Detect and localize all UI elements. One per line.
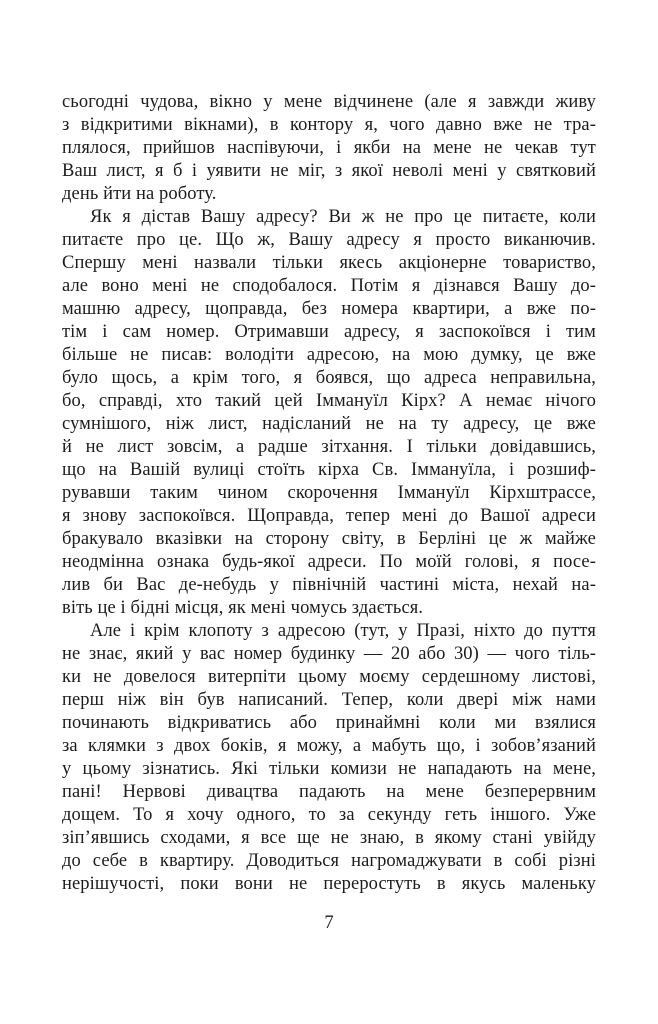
paragraph	[62, 620, 596, 896]
text-line: більше не писав: володіти адресою, на мою думку, це вже	[62, 345, 596, 365]
text-line: нерішучості, поки вони не переростуть в якусь маленьку	[62, 874, 596, 894]
text-line: плялося, прийшов наспівуючи, і якби на мене не чекав тут	[62, 138, 596, 158]
text-line: сьогодні чудова, вікно у мене відчинене (але я завжди живу	[62, 92, 596, 112]
text-line: дощем. То я хочу одного, то за секунду геть іншого. Уже	[62, 805, 596, 825]
text-line: я знову заспокоївся. Щоправда, тепер мені до Вашої адреси	[62, 506, 596, 526]
page-text	[62, 91, 596, 896]
text-line: машню адресу, щоправда, без номера квартири, а вже по-	[62, 299, 596, 319]
page-number: 7	[324, 913, 334, 933]
text-line: лив би Вас де-небудь у північній частині міста, нехай на-	[62, 575, 596, 595]
text-line: віть це і бідні місця, як мені чомусь здається.	[62, 598, 424, 618]
text-line: що на Вашій вулиці стоїть кірха Св. Іммануїла, і розшиф-	[62, 460, 596, 480]
text-line: з відкритими вікнами), в контору я, чого давно вже не тра-	[62, 115, 596, 135]
text-line: було щось, а крім того, я боявся, що адреса неправильна,	[62, 368, 596, 388]
text-line: питаєте про це. Що ж, Вашу адресу я просто виканючив.	[62, 230, 596, 250]
text-line: у цьому зізнатись. Які тільки комизи не нападають на мене,	[62, 759, 596, 779]
text-line: починають відкриватись або принаймні коли ми взялися	[62, 713, 596, 733]
text-line: день йти на роботу.	[62, 184, 217, 204]
paragraph	[62, 91, 596, 206]
text-line: але воно мені не сподобалося. Потім я дізнався Вашу до-	[62, 276, 596, 296]
text-line: Як я дістав Вашу адресу? Ви ж не про це питаєте, коли	[90, 207, 596, 227]
text-line: й не лист зовсім, а радше зітхання. І тільки довідавшись,	[62, 437, 596, 457]
text-line: неодмінна ознака будь-якої адреси. По моїй голові, я посе-	[62, 552, 596, 572]
text-line: бракувало вказівки на сторону світу, в Берліні це ж майже	[62, 529, 596, 549]
text-line: Ваш лист, я б і уявити не міг, з якої неволі мені у святковий	[62, 161, 596, 181]
text-line: Спершу мені назвали тільки якесь акціонерне товариство,	[62, 253, 596, 273]
text-line: зіп’явшись сходами, я все ще не знаю, в якому стані увійду	[62, 828, 596, 848]
text-line: тім і сам номер. Отримавши адресу, я заспокоївся і тим	[62, 322, 596, 342]
text-line: бо, справді, хто такий цей Іммануїл Кірх? А немає нічого	[62, 391, 596, 411]
text-line: перш ніж він був написаний. Тепер, коли двері між нами	[62, 690, 596, 710]
text-line: Але і крім клопоту з адресою (тут, у Празі, ніхто до пуття	[90, 621, 596, 641]
text-line: пані! Нервові дивацтва падають на мене безперервним	[62, 782, 596, 802]
text-line: до себе в квартиру. Доводиться нагромаджувати в собі різні	[62, 851, 596, 871]
paragraph	[62, 206, 596, 620]
text-line: ки не довелося витерпіти цьому моєму сердешному листові,	[62, 667, 596, 687]
text-line: за клямки з двох боків, я можу, а мабуть що, і зобов’язаний	[62, 736, 596, 756]
text-line: сумнішого, ніж лист, надісланий не на ту адресу, це вже	[62, 414, 596, 434]
text-line: рувавши таким чином скорочення Іммануїл Кірхштрассе,	[62, 483, 596, 503]
text-line: не знає, який у вас номер будинку — 20 або 30) — чого тіль-	[62, 644, 596, 664]
